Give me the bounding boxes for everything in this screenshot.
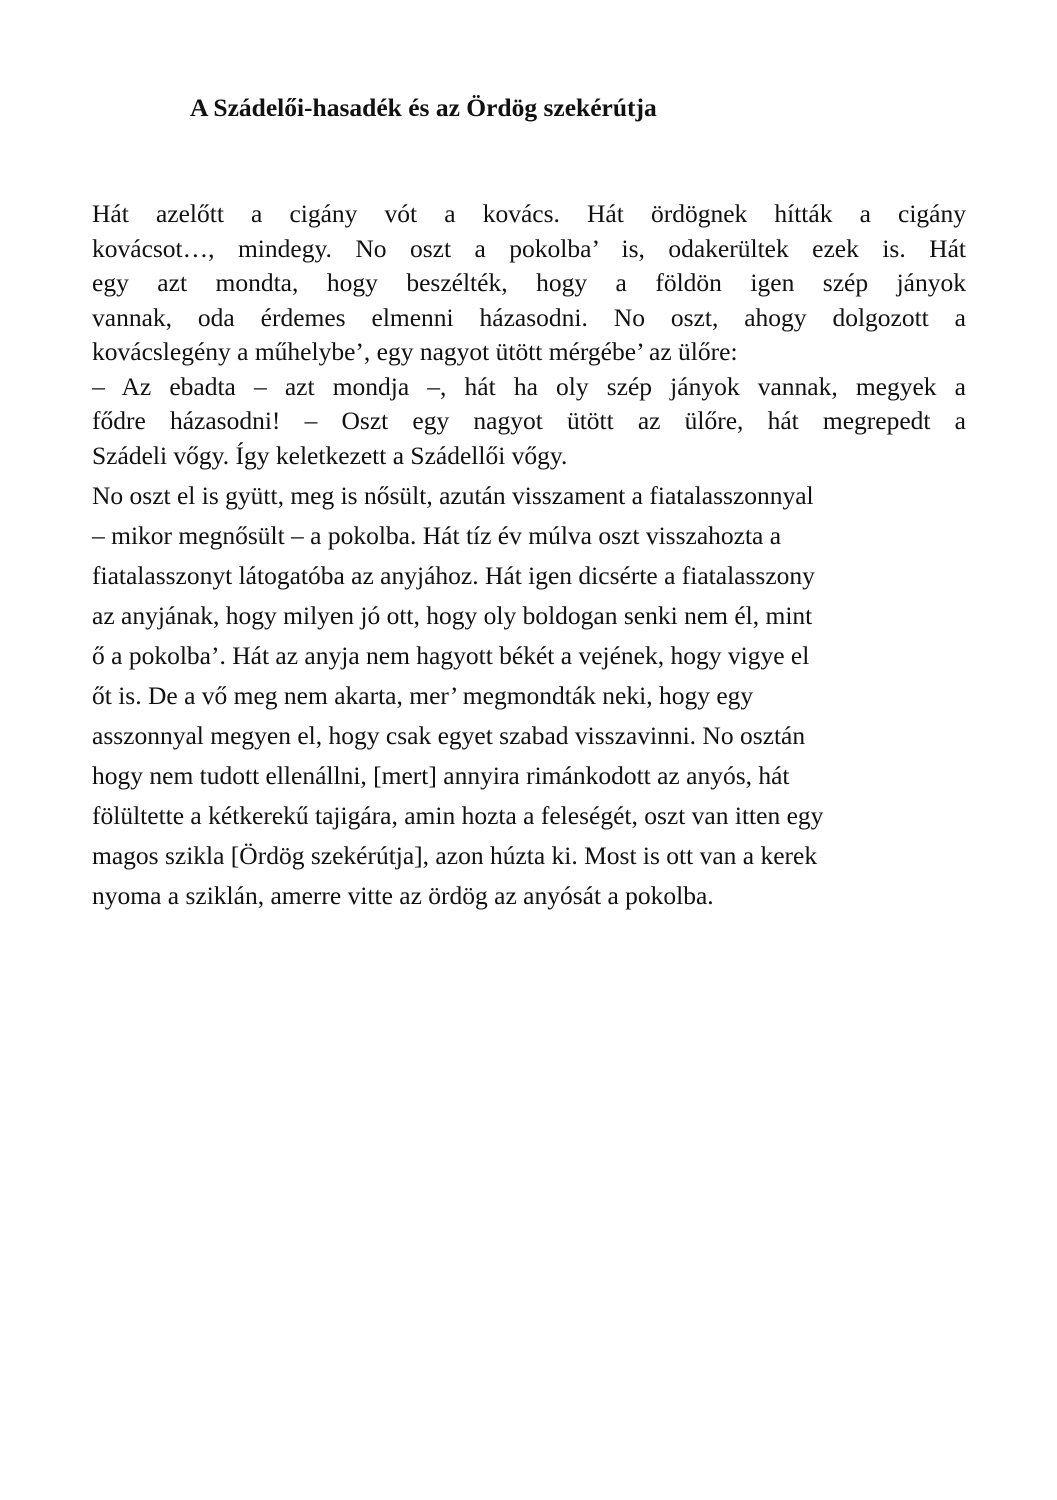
- paragraph-2-line: asszonnyal megyen el, hogy csak egyet szabad visszavinni. No osztán: [92, 721, 806, 750]
- paragraph-2-line: fiatalasszonyt látogatóba az anyjához. Hát igen dicsérte a fiatalasszony: [92, 561, 815, 590]
- paragraph-1-line: fődre házasodni! – Oszt egy nagyot ütött az ülőre, hát megrepedt a: [92, 406, 966, 435]
- paragraph-2-line: No oszt el is gyütt, meg is nősült, azután visszament a fiatalasszonnyal: [92, 481, 814, 510]
- paragraph-2-line: hogy nem tudott ellenállni, [mert] annyira rimánkodott az anyós, hát: [92, 761, 790, 790]
- paragraph-2-line: ő a pokolba’. Hát az anyja nem hagyott békét a vejének, hogy vigye el: [92, 641, 810, 670]
- paragraph-1-line: vannak, oda érdemes elmenni házasodni. No oszt, ahogy dolgozott a: [92, 302, 966, 332]
- paragraph-2: [92, 476, 972, 916]
- paragraph-1: [92, 197, 966, 473]
- paragraph-1-line: – Az ebadta – azt mondja –, hát ha oly szép jányok vannak, megyek a: [92, 371, 966, 401]
- paragraph-2-line: magos szikla [Ördög szekérútja], azon húzta ki. Most is ott van a kerek: [92, 841, 818, 870]
- paragraph-1-line: kovácsot…, mindegy. No oszt a pokolba’ is, odakerültek ezek is. Hát: [92, 233, 966, 263]
- paragraph-2-line: az anyjának, hogy milyen jó ott, hogy oly boldogan senki nem él, mint: [92, 601, 813, 630]
- paragraph-2-line: őt is. De a vő meg nem akarta, mer’ megmondták neki, hogy egy: [92, 681, 754, 710]
- paragraph-1-line: Szádeli vőgy. Így keletkezett a Szádellői vőgy.: [92, 440, 568, 470]
- document-title: A Szádelői-hasadék és az Ördög szekérútja: [190, 93, 657, 122]
- paragraph-1-line: egy azt mondta, hogy beszélték, hogy a földön igen szép jányok: [92, 268, 966, 297]
- paragraph-2-line: nyoma a sziklán, amerre vitte az ördög az anyósát a pokolba.: [92, 881, 714, 910]
- paragraph-1-line: Hát azelőtt a cigány vót a kovács. Hát ördögnek hítták a cigány: [92, 199, 966, 228]
- paragraph-2-line: fölültette a kétkerekű tajigára, amin hozta a feleségét, oszt van itten egy: [92, 801, 824, 830]
- paragraph-2-line: – mikor megnősült – a pokolba. Hát tíz év múlva oszt visszahozta a: [92, 521, 782, 550]
- paragraph-1-line: kovácslegény a műhelybe’, egy nagyot ütött mérgébe’ az ülőre:: [92, 337, 738, 366]
